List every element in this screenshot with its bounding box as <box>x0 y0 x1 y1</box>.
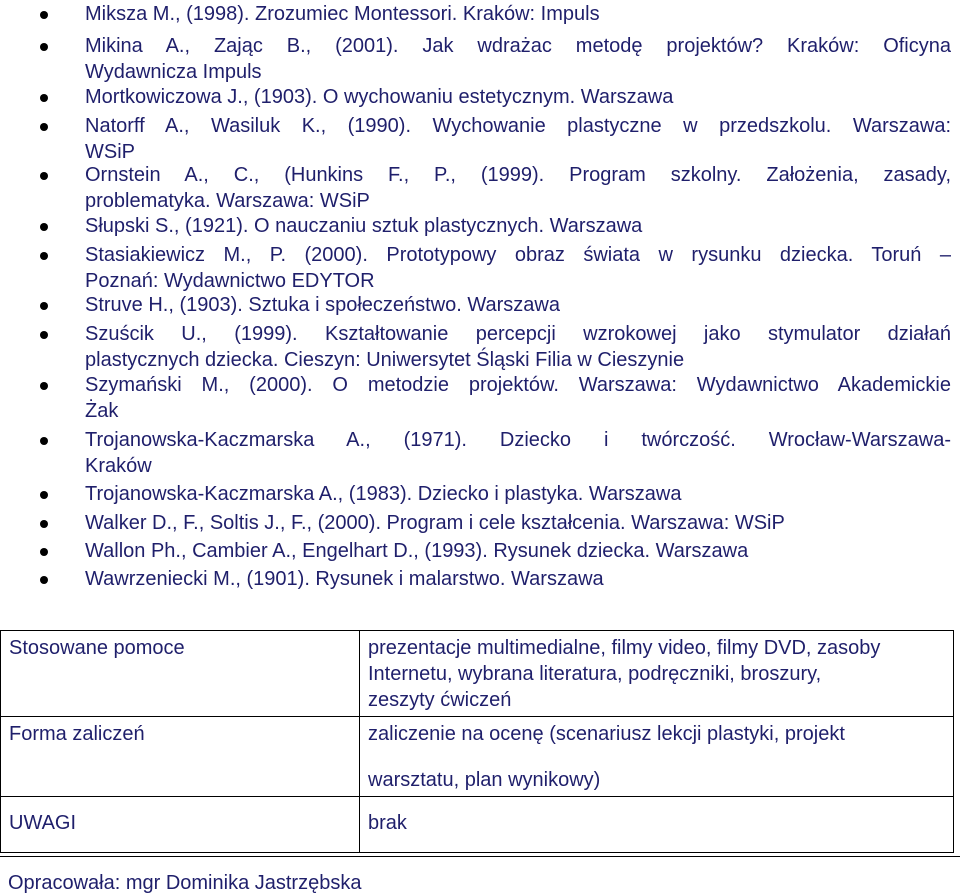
bibliography-line: Trojanowska-Kaczmarska A., (1971). Dziecko i twórczość. Wrocław-Warszawa- <box>85 429 951 451</box>
bullet-icon <box>40 437 48 445</box>
table-row <box>1 797 954 853</box>
table-label-cell <box>1 631 360 717</box>
bullet-icon <box>40 123 48 131</box>
bibliography-item <box>85 292 951 318</box>
bullet-icon <box>40 43 48 51</box>
bibliography-item <box>85 113 951 165</box>
bullet-icon <box>40 331 48 339</box>
row-value-line: Internetu, wybrana literatura, podręczniki, broszury, <box>368 663 822 685</box>
bibliography-item <box>85 510 951 536</box>
document-footer <box>0 856 960 894</box>
bibliography-line: plastycznych dziecka. Cieszyn: Uniwersytet Śląski Filia w Cieszynie <box>85 349 685 371</box>
bibliography-item <box>85 84 951 110</box>
bibliography-line: Słupski S., (1921). O nauczaniu sztuk plastycznych. Warszawa <box>85 215 643 237</box>
bullet-icon <box>40 548 48 556</box>
bibliography-item <box>85 242 951 294</box>
bullet-icon <box>40 520 48 528</box>
bibliography-line: Miksza M., (1998). Zrozumiec Montessori. Kraków: Impuls <box>85 3 600 25</box>
table-row <box>1 717 954 797</box>
bibliography-line: Struve H., (1903). Sztuka i społeczeństwo. Warszawa <box>85 294 560 316</box>
bibliography-line: Mortkowiczowa J., (1903). O wychowaniu estetycznym. Warszawa <box>85 86 674 108</box>
bullet-icon <box>40 223 48 231</box>
bullet-icon <box>40 11 48 19</box>
bibliography-line: Wallon Ph., Cambier A., Engelhart D., (1993). Rysunek dziecka. Warszawa <box>85 540 749 562</box>
bibliography-line: Mikina A., Zając B., (2001). Jak wdrażac metodę projektów? Kraków: Oficyna <box>85 35 951 57</box>
bibliography-line: Żak <box>85 400 119 422</box>
row-label-assessment: Forma zaliczeń <box>9 723 145 745</box>
bibliography-item <box>85 213 951 239</box>
bibliography-line: Kraków <box>85 455 152 477</box>
bibliography-item <box>85 1 951 27</box>
bibliography-item <box>85 162 951 214</box>
row-label-aids: Stosowane pomoce <box>9 637 185 659</box>
bibliography-item <box>85 538 951 564</box>
bibliography-item <box>85 566 951 592</box>
bullet-icon <box>40 491 48 499</box>
bibliography-line: Wydawnicza Impuls <box>85 61 262 83</box>
row-value-line: zeszyty ćwiczeń <box>368 689 512 711</box>
bibliography-item <box>85 427 951 479</box>
table-value-cell <box>360 717 954 797</box>
bullet-icon <box>40 576 48 584</box>
bibliography-line: Szuścik U., (1999). Kształtowanie percepcji wzrokowej jako stymulator działań <box>85 323 951 345</box>
row-value-line: brak <box>368 812 407 834</box>
bibliography-line: Wawrzeniecki M., (1901). Rysunek i malarstwo. Warszawa <box>85 568 604 590</box>
bibliography-line: Walker D., F., Soltis J., F., (2000). Program i cele kształcenia. Warszawa: WSiP <box>85 512 785 534</box>
table-label-cell <box>1 717 360 797</box>
bullet-icon <box>40 302 48 310</box>
table-row <box>1 631 954 717</box>
bibliography-item <box>85 33 951 85</box>
bullet-icon <box>40 382 48 390</box>
row-label-notes: UWAGI <box>9 812 77 834</box>
bibliography-item <box>85 321 951 373</box>
bullet-icon <box>40 172 48 180</box>
bibliography-line: Natorff A., Wasiluk K., (1990). Wychowanie plastyczne w przedszkolu. Warszawa: <box>85 115 951 137</box>
row-value-line: warsztatu, plan wynikowy) <box>368 769 601 791</box>
bullet-icon <box>40 252 48 260</box>
bullet-icon <box>40 94 48 102</box>
bibliography-line: Ornstein A., C., (Hunkins F., P., (1999). Program szkolny. Założenia, zasady, <box>85 164 951 186</box>
bibliography-item <box>85 481 951 507</box>
bibliography-line: problematyka. Warszawa: WSiP <box>85 190 370 212</box>
bibliography-line: Szymański M., (2000). O metodzie projektów. Warszawa: Wydawnictwo Akademickie <box>85 374 951 396</box>
row-value-line: zaliczenie na ocenę (scenariusz lekcji plastyki, projekt <box>368 723 845 745</box>
table-value-cell <box>360 631 954 717</box>
bibliography-line: Stasiakiewicz M., P. (2000). Prototypowy obraz świata w rysunku dziecka. Toruń – <box>85 244 951 266</box>
row-value-line: prezentacje multimedialne, filmy video, filmy DVD, zasoby <box>368 637 881 659</box>
bibliography-line: Poznań: Wydawnictwo EDYTOR <box>85 270 375 292</box>
table-value-cell <box>360 797 954 853</box>
bibliography-line: WSiP <box>85 141 135 163</box>
course-info-table <box>0 630 954 853</box>
table-label-cell <box>1 797 360 853</box>
author-credit: Opracowała: mgr Dominika Jastrzębska <box>8 872 362 894</box>
bibliography-line: Trojanowska-Kaczmarska A., (1983). Dziecko i plastyka. Warszawa <box>85 483 682 505</box>
bibliography-item <box>85 372 951 424</box>
